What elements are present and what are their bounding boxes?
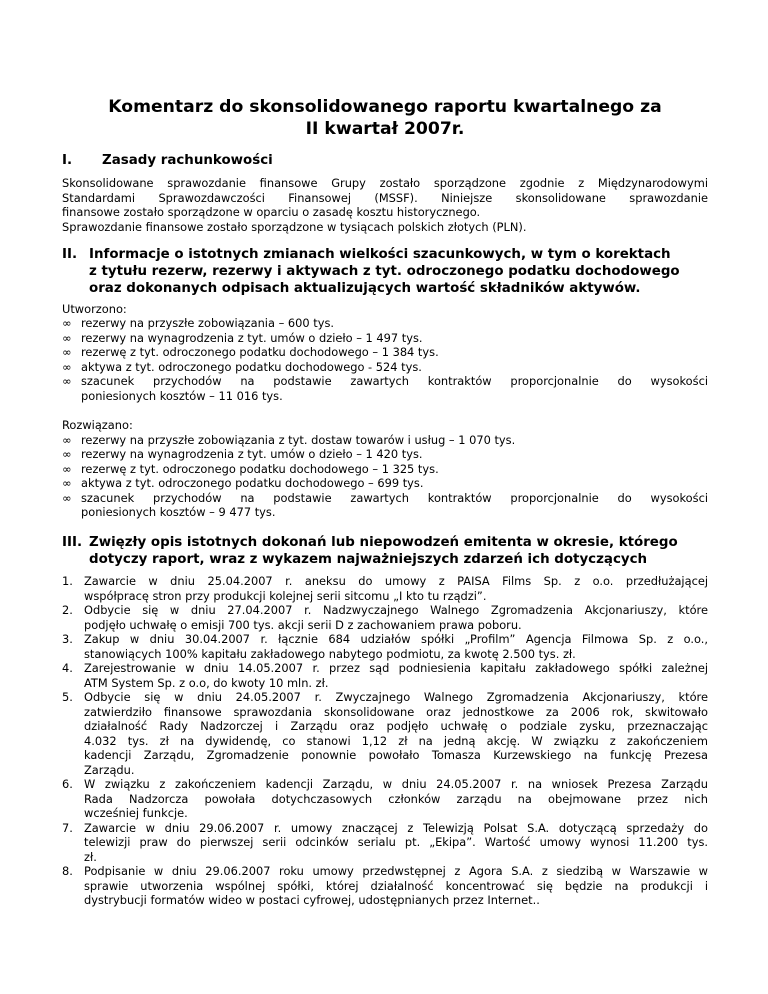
event-line: wcześniej funkcje. bbox=[84, 806, 188, 820]
infinity-bullet-icon: ∞ bbox=[62, 316, 72, 330]
event-number: 8. bbox=[62, 864, 73, 878]
released-item-text: rezerwy na przyszłe zobowiązania z tyt. dostaw towarów i usług – 1 070 tys. bbox=[81, 432, 516, 447]
event-line: kadencji Zarządu, Zgromadzenie ponownie powołało Tomasza Kurzewskiego na funkcję Prezesa bbox=[84, 748, 708, 762]
infinity-bullet-icon: ∞ bbox=[62, 461, 72, 476]
released-item-text: aktywa z tyt. odroczonego podatku dochodowego – 699 tys. bbox=[81, 476, 424, 490]
event-line: Odbycie się w dniu 27.04.2007 r. Nadzwyczajnego Walnego Zgromadzenia Akcjonariuszy, które bbox=[84, 603, 708, 617]
event-line: Zawarcie w dniu 25.04.2007 r. aneksu do umowy z PAISA Films Sp. z o.o. przedłużającej bbox=[84, 574, 708, 588]
event-line: Zarządu. bbox=[84, 762, 135, 777]
infinity-bullet-icon: ∞ bbox=[62, 330, 72, 345]
event-line: stanowiących 100% kapitału zakładowego nabytego podmiotu, za kwotę 2.500 tys. zł. bbox=[84, 646, 576, 661]
section-3-title-line: dotyczy raport, wraz z wykazem najważniejszych zdarzeń ich dotyczących bbox=[89, 552, 648, 567]
section-3-title-line: Zwięzły opis istotnych dokonań lub niepowodzeń emitenta w okresie, którego bbox=[89, 535, 678, 550]
event-line: Zakup w dniu 30.04.2007 r. łącznie 684 udziałów spółki „Profilm” Agencja Filmowa Sp. z o.o., bbox=[84, 632, 708, 646]
section-1-number: I. bbox=[62, 153, 73, 168]
created-label: Utworzono: bbox=[62, 302, 127, 316]
section-1-line: Skonsolidowane sprawozdanie finansowe Grupy zostało sporządzone zgodnie z Międzynarodowymi bbox=[62, 176, 708, 190]
event-line: 4.032 tys. zł na dywidendę, co stanowi 1,12 zł na jedną akcję. W związku z zakończeniem bbox=[84, 733, 708, 748]
event-line: Zarejestrowanie w dniu 14.05.2007 r. przez sąd podniesienia kapitału zakładowego spółki zależnej bbox=[84, 661, 708, 675]
created-item-continuation: poniesionych kosztów – 11 016 tys. bbox=[81, 388, 283, 403]
section-1-title: Zasady rachunkowości bbox=[102, 153, 273, 168]
event-line: Podpisanie w dniu 29.06.2007 roku umowy przedwstępnej z Agora S.A. z siedzibą w Warszawie w bbox=[84, 864, 708, 878]
infinity-bullet-icon: ∞ bbox=[62, 490, 72, 505]
created-item-text: szacunek przychodów na podstawie zawartych kontraktów proporcjonalnie do wysokości bbox=[81, 374, 708, 388]
event-line: Rada Nadzorcza powołała dotychczasowych członków zarządu na obejmowane przez nich bbox=[84, 791, 708, 806]
created-item-text: rezerwy na przyszłe zobowiązania – 600 tys. bbox=[81, 316, 335, 330]
event-line: Zawarcie w dniu 29.06.2007 r. umowy znaczącej z Telewizją Polsat S.A. dotyczącą sprzedaży do bbox=[84, 820, 708, 835]
section-1-line: Sprawozdanie finansowe zostało sporządzone w tysiącach polskich złotych (PLN). bbox=[62, 219, 527, 234]
infinity-bullet-icon: ∞ bbox=[62, 432, 72, 447]
event-number: 3. bbox=[62, 632, 73, 646]
document-title bbox=[62, 96, 708, 140]
infinity-bullet-icon: ∞ bbox=[62, 359, 72, 374]
infinity-bullet-icon: ∞ bbox=[62, 476, 72, 490]
infinity-bullet-icon: ∞ bbox=[62, 374, 72, 388]
event-number: 2. bbox=[62, 603, 73, 617]
event-number: 7. bbox=[62, 820, 73, 835]
event-number: 5. bbox=[62, 690, 73, 704]
released-item-continuation: poniesionych kosztów – 9 477 tys. bbox=[81, 505, 276, 519]
section-1-text bbox=[62, 176, 708, 234]
section-2-title-line: z tytułu rezerw, rezerwy i aktywach z tyt. odroczonego podatku dochodowego bbox=[89, 264, 680, 279]
event-line: działalność Rady Nadzorczej i Zarządu oraz podjęło uchwałę o podziale zysku, przeznaczając bbox=[84, 719, 708, 733]
section-2-title-line: oraz dokonanych odpisach aktualizujących wartość składników aktywów. bbox=[89, 281, 641, 296]
section-2-number: II. bbox=[62, 247, 78, 262]
released-label: Rozwiązano: bbox=[62, 418, 133, 432]
event-number: 4. bbox=[62, 661, 73, 675]
event-number: 6. bbox=[62, 777, 73, 791]
section-3-number: III. bbox=[62, 535, 83, 550]
section-1-line: finansowe zostało sporządzone w oparciu o zasadę kosztu historycznego. bbox=[62, 205, 481, 219]
released-item-text: szacunek przychodów na podstawie zawartych kontraktów proporcjonalnie do wysokości bbox=[81, 490, 708, 505]
section-2-title-line: Informacje o istotnych zmianach wielkości szacunkowych, w tym o korektach bbox=[89, 247, 671, 262]
event-line: telewizji praw do pierwszej serii odcinków serialu pt. „Ekipa”. Wartość umowy wynosi 11.200 tys. bbox=[84, 835, 708, 849]
event-line: dystrybucji formatów wideo w postaci cyfrowej, udostępnianych przez Internet.. bbox=[84, 893, 540, 907]
event-line: zatwierdziło finansowe sprawozdania skonsolidowane oraz jednostkowe za 2006 rok, skwitowało bbox=[84, 704, 708, 719]
event-line: sprawie utworzenia wspólnej spółki, której działalność koncentrować się będzie na produkcji i bbox=[84, 878, 708, 893]
created-item-text: rezerwy na wynagrodzenia z tyt. umów o dzieło – 1 497 tys. bbox=[81, 330, 423, 345]
event-line: podjęło uchwałę o emisji 700 tys. akcji serii D z zachowaniem prawa poboru. bbox=[84, 617, 522, 632]
event-line: zł. bbox=[84, 849, 97, 864]
event-line: W związku z zakończeniem kadencji Zarządu, w dniu 24.05.2007 r. na wniosek Prezesa Zarządu bbox=[84, 777, 708, 791]
infinity-bullet-icon: ∞ bbox=[62, 345, 72, 359]
event-line: ATM System Sp. z o.o, do kwoty 10 mln. zł. bbox=[84, 675, 329, 690]
released-item-text: rezerwę z tyt. odroczonego podatku dochodowego – 1 325 tys. bbox=[81, 461, 439, 476]
created-item-text: aktywa z tyt. odroczonego podatku dochodowego - 524 tys. bbox=[81, 359, 422, 374]
title-line-1: Komentarz do skonsolidowanego raportu kwartalnego za bbox=[108, 97, 662, 117]
event-line: współpracę stron przy produkcji kolejnej serii sitcomu „I kto tu rządzi”. bbox=[84, 588, 487, 603]
title-line-2: II kwartał 2007r. bbox=[305, 119, 465, 139]
released-item-text: rezerwy na wynagrodzenia z tyt. umów o dzieło – 1 420 tys. bbox=[81, 447, 423, 461]
event-number: 1. bbox=[62, 574, 73, 588]
section-1-line: Standardami Sprawozdawczości Finansowej (MSSF). Niniejsze skonsolidowane sprawozdanie bbox=[62, 190, 708, 205]
created-item-text: rezerwę z tyt. odroczonego podatku dochodowego – 1 384 tys. bbox=[81, 345, 439, 359]
event-line: Odbycie się w dniu 24.05.2007 r. Zwyczajnego Walnego Zgromadzenia Akcjonariuszy, które bbox=[84, 690, 708, 704]
infinity-bullet-icon: ∞ bbox=[62, 447, 72, 461]
